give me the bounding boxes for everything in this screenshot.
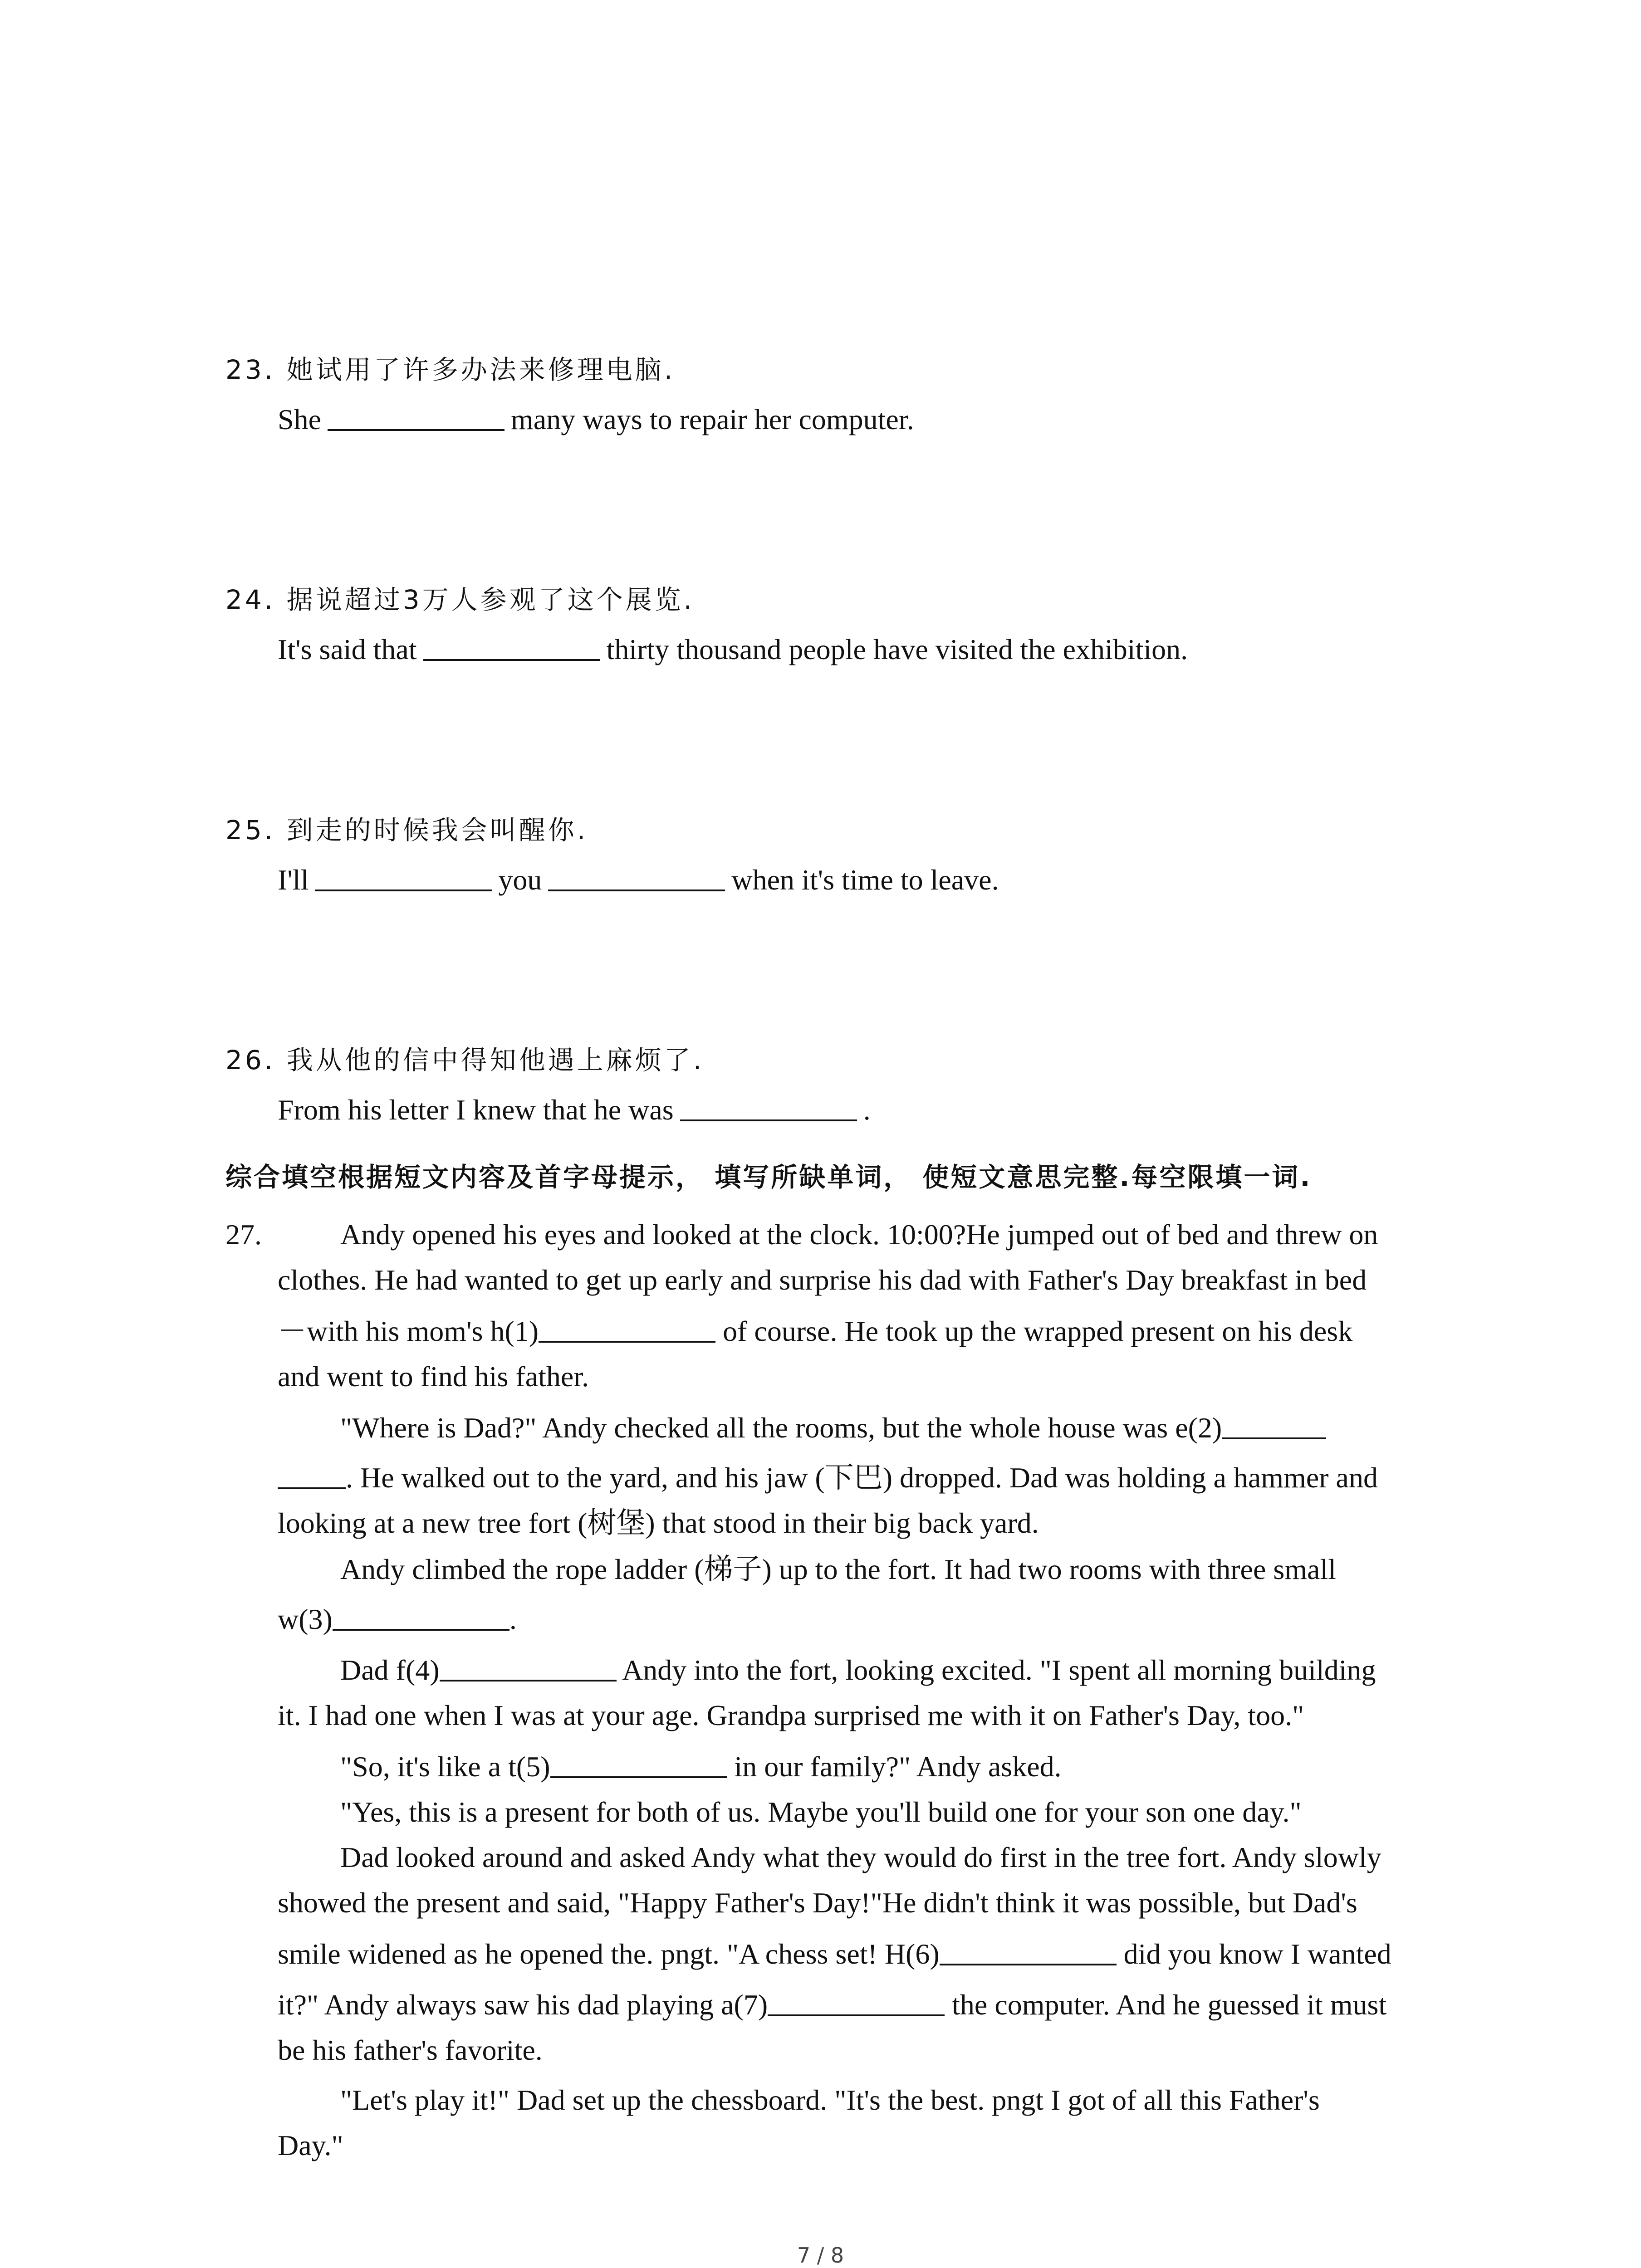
- answer-blank-6[interactable]: [940, 1936, 1117, 1965]
- passage-line: －with his mom's h(1) of course. He took up the wrapped present on his desk: [278, 1313, 1352, 1349]
- q26-chinese-text: 我从他的信中得知他遇上麻烦了.: [286, 1045, 705, 1075]
- passage-line: Dad f(4) Andy into the fort, looking excited. "I spent all morning building: [340, 1652, 1376, 1688]
- answer-blank-4[interactable]: [440, 1652, 617, 1681]
- q24-chinese-text: 据说超过3万人参观了这个展览.: [286, 584, 695, 615]
- passage-line: be his father's favorite.: [278, 2034, 543, 2066]
- q26-number: 26.: [225, 1045, 276, 1075]
- q23-english: She many ways to repair her computer.: [278, 401, 914, 438]
- q23-number: 23.: [225, 354, 276, 385]
- passage-line: Day.": [278, 2129, 343, 2161]
- passage-line: showed the present and said, "Happy Father's Day!"He didn't think it was possible, but Dad's: [278, 1887, 1357, 1919]
- q25-chinese: [225, 812, 588, 848]
- q27-number: 27.: [225, 1218, 262, 1251]
- passage-line: "Let's play it!" Dad set up the chessboard. "It's the best. pngt I got of all this Father's: [340, 2084, 1320, 2116]
- passage-line: smile widened as he opened the. pngt. "A chess set! H(6) did you know I wanted: [278, 1936, 1391, 1972]
- answer-blank[interactable]: [315, 862, 492, 891]
- q23-chinese: [225, 352, 675, 388]
- passage-line: w(3) .: [278, 1601, 517, 1637]
- answer-blank[interactable]: [328, 402, 505, 431]
- answer-blank-5[interactable]: [550, 1749, 727, 1778]
- q25-number: 25.: [225, 815, 276, 846]
- passage-line: Dad looked around and asked Andy what they would do first in the tree fort. Andy slowly: [340, 1841, 1381, 1873]
- q25-chinese-text: 到走的时候我会叫醒你.: [286, 815, 588, 846]
- q24-chinese: [225, 582, 695, 618]
- answer-blank[interactable]: [548, 862, 725, 891]
- q24-number: 24.: [225, 584, 276, 615]
- answer-blank[interactable]: [423, 632, 600, 661]
- q26-english: From his letter I knew that he was .: [278, 1092, 871, 1128]
- q26-chinese: [225, 1042, 704, 1078]
- q24-english: It's said that thirty thousand people have visited the exhibition.: [278, 631, 1188, 668]
- passage-line: "So, it's like a t(5) in our family?" Andy asked.: [340, 1749, 1062, 1785]
- passage-line: Andy opened his eyes and looked at the clock. 10:00?He jumped out of bed and threw on: [340, 1218, 1378, 1251]
- passage-line: . He walked out to the yard, and his jaw (下巴) dropped. Dad was holding a hammer and: [278, 1460, 1378, 1496]
- section-title: 综合填空根据短文内容及首字母提示， 填写所缺单词， 使短文意思完整.每空限填一词.: [225, 1162, 1312, 1193]
- q25-english: I'll you when it's time to leave.: [278, 862, 999, 898]
- answer-blank-3[interactable]: [333, 1602, 509, 1631]
- q23-chinese-text: 她试用了许多办法来修理电脑.: [286, 354, 676, 385]
- passage-line: it. I had one when I was at your age. Grandpa surprised me with it on Father's Day, too.": [278, 1699, 1304, 1731]
- answer-blank-7[interactable]: [768, 1987, 945, 2016]
- passage-line: and went to find his father.: [278, 1360, 589, 1393]
- answer-blank-1[interactable]: [539, 1314, 715, 1343]
- passage-line: it?" Andy always saw his dad playing a(7) the computer. And he guessed it must: [278, 1987, 1386, 2023]
- answer-blank-2-cont[interactable]: [278, 1460, 346, 1489]
- passage-line: clothes. He had wanted to get up early and surprise his dad with Father's Day breakfast in bed: [278, 1264, 1367, 1296]
- page-number: 7 / 8: [797, 2243, 844, 2268]
- passage-line: "Yes, this is a present for both of us. Maybe you'll build one for your son one day.": [340, 1796, 1302, 1828]
- passage-line: looking at a new tree fort (树堡) that stood in their big back yard.: [278, 1507, 1039, 1539]
- passage-line: Andy climbed the rope ladder (梯子) up to the fort. It had two rooms with three small: [340, 1553, 1337, 1585]
- answer-blank[interactable]: [680, 1092, 857, 1121]
- answer-blank-2[interactable]: [1222, 1410, 1326, 1439]
- passage-line: "Where is Dad?" Andy checked all the rooms, but the whole house was e(2): [340, 1410, 1326, 1446]
